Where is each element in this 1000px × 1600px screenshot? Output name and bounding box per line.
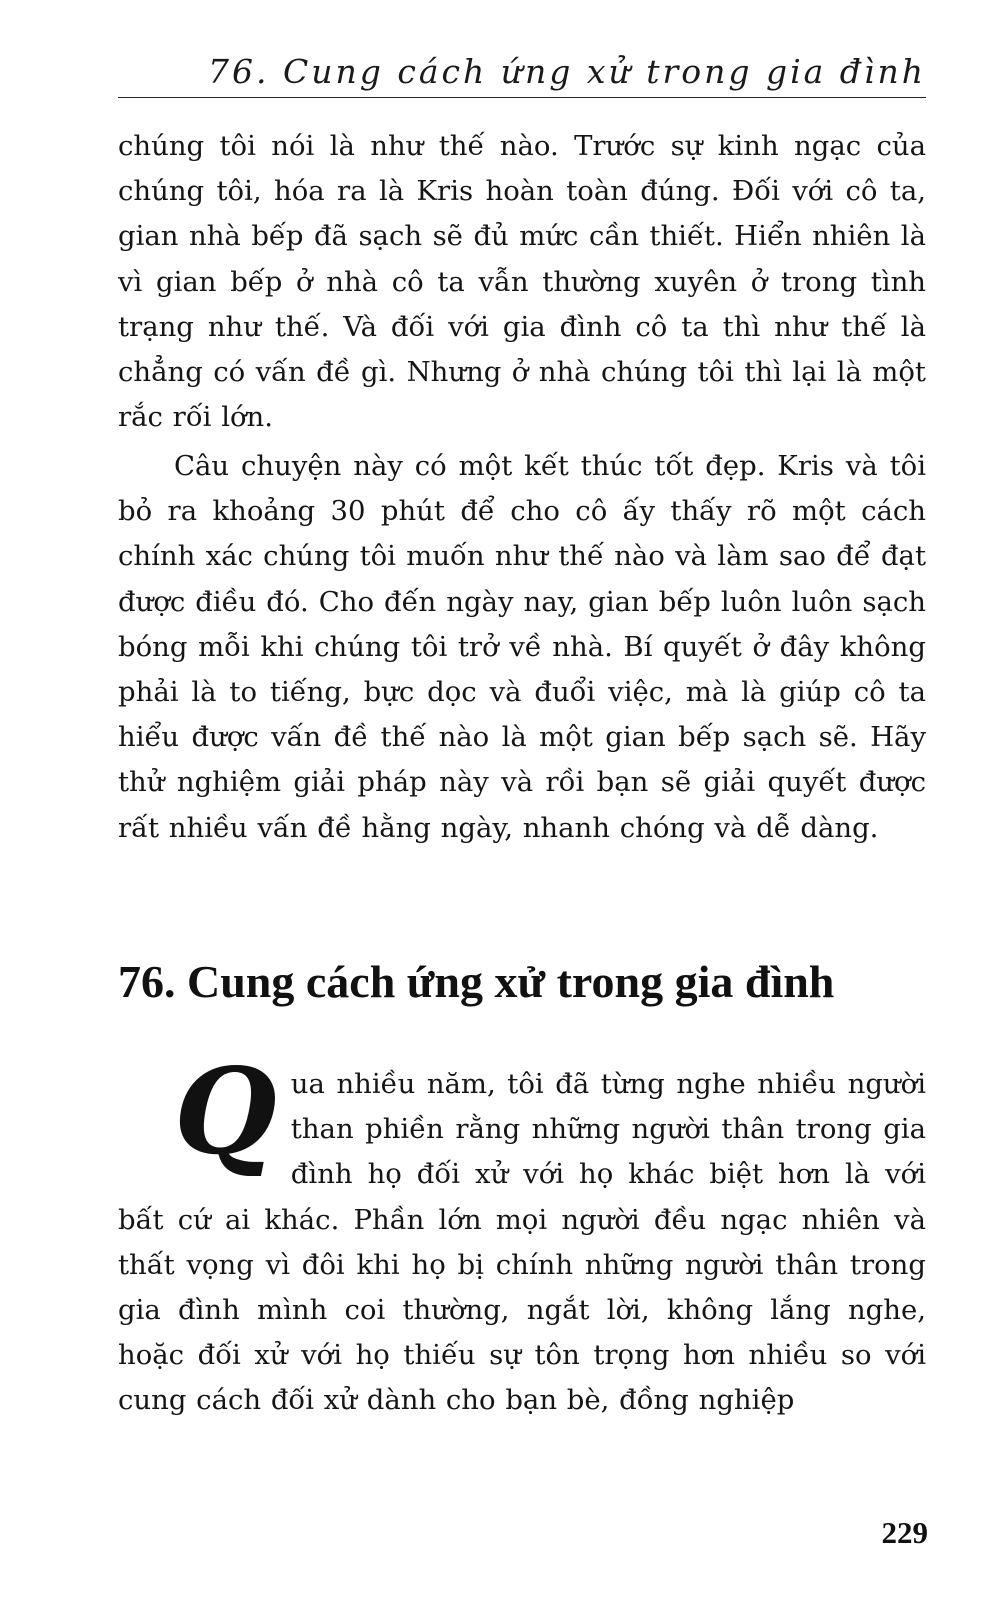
section-heading: 76. Cung cách ứng xử trong gia đình — [118, 956, 835, 1007]
running-header: 76. Cung cách ứng xử trong gia đình — [118, 52, 926, 98]
paragraph-2: Câu chuyện này có một kết thúc tốt đẹp. Kris và tôi bỏ ra khoảng 30 phút để cho cô ấy thấy rõ một cách chính xác chúng tôi muốn như thế nào và làm sao để đạt được điều đó. Cho đến ngày nay, gian bếp luôn luôn sạch bóng mỗi khi chúng tôi trở về nhà. Bí quyết ở đây không phải là to tiếng, bực dọc và đuổi việc, mà là giúp cô ta hiểu được vấn đề thế nào là một gian bếp sạch sẽ. Hãy thử nghiệm giải pháp này và rồi bạn sẽ giải quyết được rất nhiều vấn đề hằng ngày, nhanh chóng và dễ dàng. — [118, 450, 926, 844]
section-paragraph-1 — [118, 1042, 926, 1424]
section-paragraph-1-text: ua nhiều năm, tôi đã từng nghe nhiều người than phiền rằng những người thân trong gia đình họ đối xử với họ khác biệt hơn là với bất cứ ai khác. Phần lớn mọi người đều ngạc nhiên và thất vọng vì đôi khi họ bị chính những người thân trong gia đình mình coi thường, ngắt lời, không lắng nghe, hoặc đối xử với họ thiếu sự tôn trọng hơn nhiều so với cung cách đối xử dành cho bạn bè, đồng nghiệp — [118, 1068, 926, 1417]
drop-cap: Q — [174, 1042, 277, 1181]
body-text-2 — [118, 444, 926, 851]
paragraph-1: chúng tôi nói là như thế nào. Trước sự kinh ngạc của chúng tôi, hóa ra là Kris hoàn toàn đúng. Đối với cô ta, gian nhà bếp đã sạch sẽ đủ mức cần thiết. Hiển nhiên là vì gian bếp ở nhà cô ta vẫn thường xuyên ở trong tình trạng như thế. Và đối với gia đình cô ta thì như thế là chẳng có vấn đề gì. Nhưng ở nhà chúng tôi thì lại là một rắc rối lớn. — [118, 130, 926, 434]
body-text — [118, 124, 926, 440]
section-body — [118, 1042, 926, 1424]
page-number: 229 — [881, 1515, 928, 1550]
